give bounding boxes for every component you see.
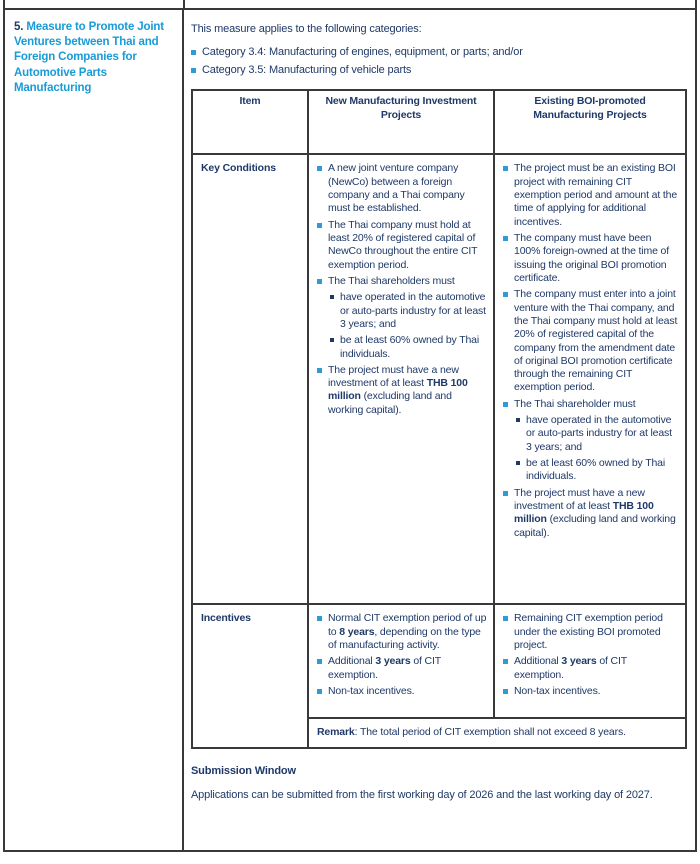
- square-bullet-icon: [503, 166, 508, 171]
- bullet-text: Remaining CIT exemption period under the existing BOI promoted project.: [514, 612, 663, 651]
- bullet-item: [330, 291, 487, 331]
- bullet-text: Non-tax incentives.: [514, 684, 601, 697]
- bullet-item: [330, 334, 487, 361]
- bullet-item: [503, 612, 679, 652]
- square-bullet-icon: [317, 616, 322, 621]
- bullet-item: [503, 162, 679, 229]
- bullet-item: [191, 46, 687, 60]
- bullet-text: The project must have a new investment of at least THB 100 million (excluding land and working capital).: [328, 363, 468, 416]
- bullet-item: [317, 364, 487, 417]
- bullet-item: [503, 288, 679, 395]
- bullet-text: have operated in the automotive or auto-parts industry for at least 3 years; and: [526, 414, 672, 453]
- header-item: Item: [192, 90, 308, 154]
- document-page: [3, 0, 697, 852]
- bullet-item: [503, 487, 679, 540]
- measure-table: [191, 89, 687, 748]
- bullet-text: Additional 3 years of CIT exemption.: [514, 655, 627, 681]
- incentives-row: [192, 604, 686, 718]
- square-bullet-icon: [317, 223, 322, 228]
- previous-row-right-cell: [185, 0, 695, 8]
- bullet-item: [503, 655, 679, 682]
- bullet-text: Normal CIT exemption period of up to 8 years, depending on the type of manufacturing activity.: [328, 612, 487, 651]
- bullet-text: Category 3.4: Manufacturing of engines, equipment, or parts; and/or: [202, 46, 523, 59]
- bullet-text: The company must enter into a joint venture with the Thai company, and the Thai company must hold at least 20% of registered capital of the company from the amendment date of original BOI promotion certificate through the remaining CIT exemption period.: [514, 288, 678, 394]
- square-bullet-icon: [516, 418, 520, 422]
- bullet-text: Additional 3 years of CIT exemption.: [328, 655, 441, 681]
- measure-content: [184, 10, 695, 850]
- submission-window-block: [191, 765, 687, 801]
- bullet-text: Non-tax incentives.: [328, 684, 415, 697]
- key-conditions-row: [192, 154, 686, 604]
- incentives-new: [308, 604, 494, 718]
- bullet-item: [317, 219, 487, 272]
- key-conditions-existing: [494, 154, 686, 604]
- bullet-item: [317, 162, 487, 215]
- bullet-item: [317, 655, 487, 682]
- square-bullet-icon: [503, 292, 508, 297]
- square-bullet-icon: [503, 236, 508, 241]
- square-bullet-icon: [330, 295, 334, 299]
- bullet-text: Category 3.5: Manufacturing of vehicle parts: [202, 64, 412, 77]
- incentives-label: Incentives: [192, 604, 308, 747]
- remark-text: Remark: The total period of CIT exemption shall not exceed 8 years.: [308, 718, 686, 747]
- square-bullet-icon: [503, 659, 508, 664]
- bullet-text: be at least 60% owned by Thai individuals.: [340, 334, 480, 360]
- square-bullet-icon: [317, 659, 322, 664]
- header-existing-projects: Existing BOI-promoted Manufacturing Projects: [494, 90, 686, 154]
- bullet-text: The Thai shareholders must: [328, 274, 455, 287]
- previous-row-remnant: [5, 0, 695, 10]
- bullet-item: [317, 612, 487, 652]
- bullet-item: [516, 457, 679, 484]
- bullet-item: [503, 232, 679, 285]
- header-new-projects: New Manufacturing Investment Projects: [308, 90, 494, 154]
- bullet-item: [503, 685, 679, 698]
- square-bullet-icon: [317, 166, 322, 171]
- bullet-item: [516, 414, 679, 454]
- bullet-item: [191, 64, 687, 78]
- bullet-item: [317, 275, 487, 288]
- square-bullet-icon: [317, 279, 322, 284]
- square-bullet-icon: [503, 402, 508, 407]
- square-bullet-icon: [191, 50, 196, 55]
- intro-lead: This measure applies to the following categories:: [191, 23, 422, 35]
- measure-row: [5, 10, 695, 850]
- bullet-item: [317, 685, 487, 698]
- measure-number: 5.: [14, 21, 24, 33]
- bullet-item: [503, 398, 679, 411]
- square-bullet-icon: [191, 68, 196, 73]
- bullet-text: The Thai company must hold at least 20% of registered capital of NewCo throughout the entire CIT exemption period.: [328, 218, 478, 271]
- square-bullet-icon: [503, 491, 508, 496]
- square-bullet-icon: [503, 616, 508, 621]
- incentives-existing: [494, 604, 686, 718]
- submission-window-text: Applications can be submitted from the first working day of 2026 and the last working day of 2027.: [191, 788, 653, 801]
- square-bullet-icon: [330, 338, 334, 342]
- key-conditions-new: [308, 154, 494, 604]
- key-conditions-label: Key Conditions: [192, 154, 308, 604]
- previous-row-left-cell: [5, 0, 185, 8]
- bullet-text: The project must be an existing BOI project with remaining CIT exemption period and amount at the time of applying for additional incentives.: [514, 162, 678, 228]
- bullet-text: have operated in the automotive or auto-parts industry for at least 3 years; and: [340, 291, 486, 330]
- bullet-text: The Thai shareholder must: [514, 397, 636, 410]
- bullet-text: A new joint venture company (NewCo) between a foreign company and a Thai company must be established.: [328, 162, 465, 215]
- bullet-text: The project must have a new investment of at least THB 100 million (excluding land and working capital).: [514, 486, 676, 539]
- square-bullet-icon: [516, 461, 520, 465]
- measure-title: [14, 20, 174, 96]
- measure-sidebar: [5, 10, 184, 850]
- square-bullet-icon: [317, 368, 322, 373]
- table-header-row: [192, 90, 686, 154]
- bullet-text: be at least 60% owned by Thai individuals.: [526, 457, 666, 483]
- square-bullet-icon: [317, 689, 322, 694]
- category-list: [191, 46, 687, 78]
- submission-window-title: Submission Window: [191, 764, 296, 777]
- square-bullet-icon: [503, 689, 508, 694]
- bullet-text: The company must have been 100% foreign-owned at the time of issuing the original BOI promotion certificate.: [514, 231, 669, 284]
- measure-title-text: Measure to Promote Joint Ventures between Thai and Foreign Companies for Automotive Parts Manufacturing: [14, 21, 164, 94]
